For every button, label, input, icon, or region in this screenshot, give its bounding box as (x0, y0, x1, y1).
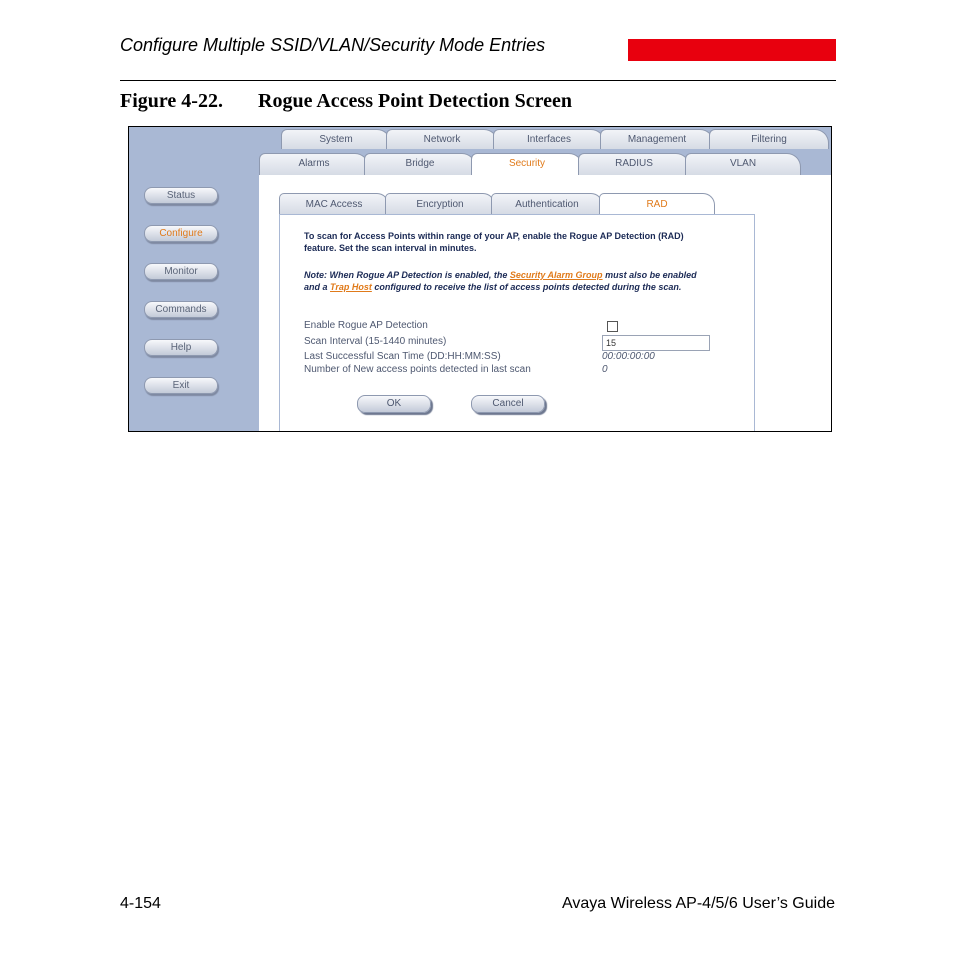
subtab-rad[interactable]: RAD (599, 193, 715, 214)
tab-management[interactable]: Management (600, 129, 714, 149)
subtab-authentication[interactable]: Authentication (491, 193, 603, 214)
tab-interfaces[interactable]: Interfaces (493, 129, 605, 149)
note-part-2: must also be enabled (602, 270, 697, 280)
new-aps-value: 0 (602, 364, 608, 375)
intro-line-2: feature. Set the scan interval in minutes. (304, 243, 477, 253)
screenshot-frame (128, 126, 832, 432)
header-red-bar (628, 39, 836, 61)
scan-interval-label: Scan Interval (15-1440 minutes) (304, 336, 447, 347)
exit-button[interactable]: Exit (144, 377, 218, 394)
subtab-mac-access[interactable]: MAC Access (279, 193, 389, 214)
help-button[interactable]: Help (144, 339, 218, 356)
tab-radius[interactable]: RADIUS (578, 153, 690, 175)
note-part-3: and a (304, 282, 331, 292)
figure-title: Rogue Access Point Detection Screen (258, 90, 573, 112)
tab-security[interactable]: Security (471, 153, 583, 175)
running-header-title: Configure Multiple SSID/VLAN/Security Mode Entries (120, 35, 546, 55)
last-scan-value: 00:00:00:00 (602, 351, 655, 362)
note-part-4: configured to receive the list of access points detected during the scan. (371, 282, 682, 292)
trap-host-link[interactable]: Trap Host (330, 282, 372, 292)
monitor-button[interactable]: Monitor (144, 263, 218, 280)
intro-text (304, 230, 744, 254)
tab-alarms[interactable]: Alarms (259, 153, 369, 175)
sidebar (129, 127, 259, 431)
commands-button[interactable]: Commands (144, 301, 218, 318)
security-alarm-group-link[interactable]: Security Alarm Group (509, 270, 603, 280)
header-rule (120, 80, 836, 81)
scan-interval-input[interactable]: 15 (602, 335, 710, 351)
figure-number: Figure 4-22. (120, 90, 223, 112)
tab-filtering[interactable]: Filtering (709, 129, 829, 149)
subtab-encryption[interactable]: Encryption (385, 193, 495, 214)
new-aps-label: Number of New access points detected in last scan (304, 364, 531, 375)
tab-network[interactable]: Network (386, 129, 498, 149)
cancel-button[interactable]: Cancel (471, 395, 545, 413)
content-area (259, 175, 831, 431)
enable-rad-checkbox[interactable] (607, 321, 618, 332)
note-part-1: Note: When Rogue AP Detection is enabled, the (304, 270, 510, 280)
tab-vlan[interactable]: VLAN (685, 153, 801, 175)
page-number: 4-154 (120, 895, 161, 912)
tab-bridge[interactable]: Bridge (364, 153, 476, 175)
ok-button[interactable]: OK (357, 395, 431, 413)
tab-system[interactable]: System (281, 129, 391, 149)
intro-line-1: To scan for Access Points within range of your AP, enable the Rogue AP Detection (RAD) (304, 231, 684, 241)
status-button[interactable]: Status (144, 187, 218, 204)
configure-button[interactable]: Configure (144, 225, 218, 242)
figure-caption (120, 90, 572, 113)
enable-rad-label: Enable Rogue AP Detection (304, 320, 428, 331)
last-scan-label: Last Successful Scan Time (DD:HH:MM:SS) (304, 351, 501, 362)
guide-title: Avaya Wireless AP-4/5/6 User’s Guide (561, 895, 835, 912)
note-text (304, 269, 744, 293)
